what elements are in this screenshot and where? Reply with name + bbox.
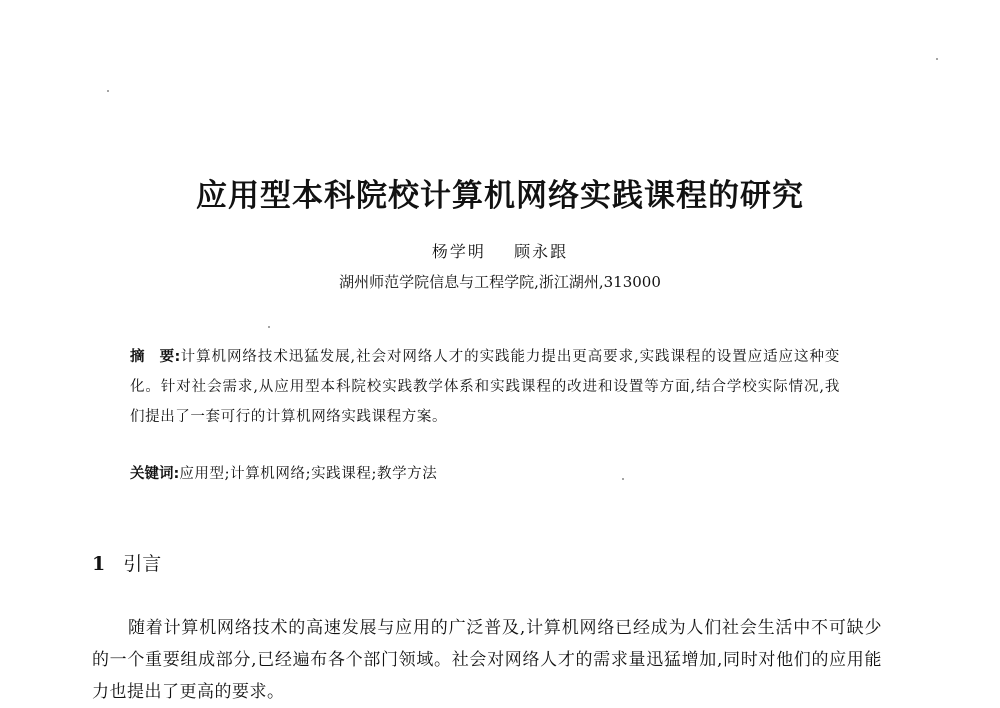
section-number: 1: [92, 553, 106, 575]
paper-authors: 杨学明 顾永跟: [431, 242, 569, 261]
scan-speck: [936, 58, 938, 60]
keywords-label: 关键词:: [130, 466, 180, 482]
paper-title: 应用型本科院校计算机网络实践课程的研究: [196, 178, 804, 214]
scan-speck: [107, 90, 109, 92]
paper-affiliation: 湖州师范学院信息与工程学院,浙江湖州,313000: [339, 273, 661, 291]
section-title: 引言: [123, 553, 162, 575]
abstract-label: 摘 要:: [130, 349, 181, 365]
abstract-text: 计算机网络技术迅猛发展,社会对网络人才的实践能力提出更高要求,实践课程的设置应适应这种变化。针对社会需求,从应用型本科院校实践教学体系和实践课程的改进和设置等方面,结合学校实际情况,我们提出了一套可行的计算机网络实践课程方案。: [130, 349, 840, 425]
keywords-text: 应用型;计算机网络;实践课程;教学方法: [179, 466, 438, 482]
scan-speck: [268, 326, 270, 328]
keywords: [130, 461, 840, 487]
intro-paragraph: 随着计算机网络技术的高速发展与应用的广泛普及,计算机网络已经成为人们社会生活中不可缺少的一个重要组成部分,已经遍布各个部门领域。社会对网络人才的需求量迅猛增加,同时对他们的应用能力也提出了更高的要求。: [92, 618, 882, 702]
section-heading: [92, 551, 161, 577]
abstract: [130, 342, 840, 432]
